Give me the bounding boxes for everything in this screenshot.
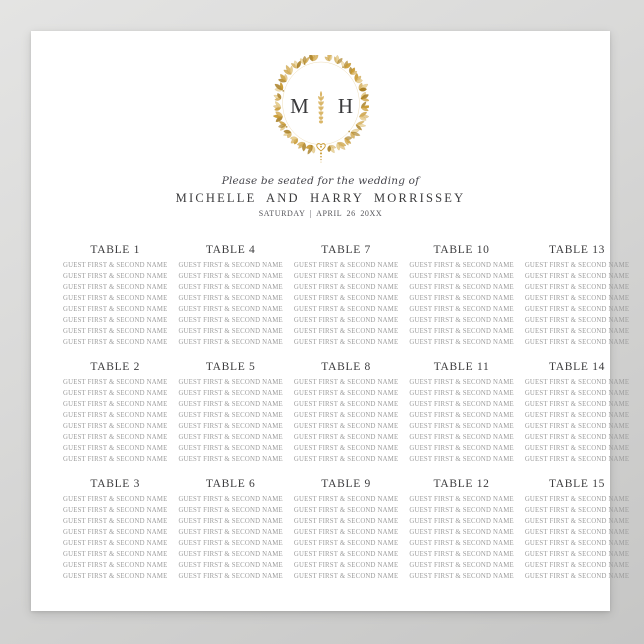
guest-name-row: GUEST FIRST & SECOND NAME — [409, 262, 514, 269]
guest-name-row: GUEST FIRST & SECOND NAME — [409, 284, 514, 291]
monogram-initial-right: H — [337, 94, 354, 118]
guest-name-row: GUEST FIRST & SECOND NAME — [178, 379, 283, 386]
table-title: TABLE 5 — [205, 361, 256, 373]
table-block — [63, 243, 167, 348]
guest-name-row: GUEST FIRST & SECOND NAME — [409, 540, 514, 547]
guest-name-row: GUEST FIRST & SECOND NAME — [524, 573, 630, 580]
guest-name-row: GUEST FIRST & SECOND NAME — [524, 284, 630, 291]
table-block — [294, 360, 398, 465]
guest-name-row: GUEST FIRST & SECOND NAME — [409, 273, 514, 280]
guest-name-row: GUEST FIRST & SECOND NAME — [178, 284, 283, 291]
guest-name-row: GUEST FIRST & SECOND NAME — [293, 262, 399, 269]
guest-name-row: GUEST FIRST & SECOND NAME — [524, 262, 630, 269]
guest-name-row: GUEST FIRST & SECOND NAME — [63, 551, 168, 558]
guest-name-row: GUEST FIRST & SECOND NAME — [63, 379, 168, 386]
table-block — [409, 477, 513, 582]
guest-name-row: GUEST FIRST & SECOND NAME — [63, 456, 168, 463]
guest-name-row: GUEST FIRST & SECOND NAME — [524, 529, 630, 536]
guest-name-row: GUEST FIRST & SECOND NAME — [63, 445, 168, 452]
guest-name-row: GUEST FIRST & SECOND NAME — [409, 551, 514, 558]
guest-name-row: GUEST FIRST & SECOND NAME — [178, 401, 283, 408]
table-title: TABLE 1 — [90, 244, 141, 256]
guest-name-row: GUEST FIRST & SECOND NAME — [178, 339, 283, 346]
guest-name-row: GUEST FIRST & SECOND NAME — [293, 518, 399, 525]
guest-name-row: GUEST FIRST & SECOND NAME — [178, 445, 283, 452]
guest-name-row: GUEST FIRST & SECOND NAME — [63, 401, 168, 408]
table-block — [63, 477, 167, 582]
table-block — [525, 360, 629, 465]
guest-name-row: GUEST FIRST & SECOND NAME — [178, 317, 283, 324]
guest-name-row: GUEST FIRST & SECOND NAME — [293, 423, 399, 430]
guest-name-row: GUEST FIRST & SECOND NAME — [524, 540, 630, 547]
guest-name-row: GUEST FIRST & SECOND NAME — [524, 551, 630, 558]
guest-name-row: GUEST FIRST & SECOND NAME — [63, 317, 168, 324]
guest-name-row: GUEST FIRST & SECOND NAME — [178, 456, 283, 463]
guest-name-row: GUEST FIRST & SECOND NAME — [524, 390, 630, 397]
guest-name-row: GUEST FIRST & SECOND NAME — [409, 401, 514, 408]
guest-name-row: GUEST FIRST & SECOND NAME — [409, 445, 514, 452]
monogram-initial-left: M — [290, 94, 309, 118]
monogram — [273, 55, 369, 167]
table-title: TABLE 9 — [321, 478, 371, 490]
guest-name-row: GUEST FIRST & SECOND NAME — [524, 423, 630, 430]
guest-name-row: GUEST FIRST & SECOND NAME — [63, 434, 168, 441]
guest-name-row: GUEST FIRST & SECOND NAME — [63, 562, 168, 569]
guest-name-row: GUEST FIRST & SECOND NAME — [524, 273, 630, 280]
table-block — [294, 477, 398, 582]
guest-name-row: GUEST FIRST & SECOND NAME — [409, 434, 514, 441]
table-title: TABLE 13 — [548, 244, 606, 256]
guest-name-row: GUEST FIRST & SECOND NAME — [524, 434, 630, 441]
table-title: TABLE 6 — [205, 478, 256, 490]
guest-name-row: GUEST FIRST & SECOND NAME — [178, 529, 283, 536]
tables-grid — [63, 243, 630, 582]
guest-name-row: GUEST FIRST & SECOND NAME — [178, 496, 283, 503]
script-intro-line: Please be seated for the wedding of — [221, 175, 420, 187]
guest-name-row: GUEST FIRST & SECOND NAME — [63, 390, 168, 397]
guest-name-row: GUEST FIRST & SECOND NAME — [63, 328, 168, 335]
table-title: TABLE 10 — [433, 244, 490, 256]
guest-name-row: GUEST FIRST & SECOND NAME — [524, 317, 630, 324]
guest-name-row: GUEST FIRST & SECOND NAME — [524, 412, 630, 419]
table-title: TABLE 11 — [433, 361, 490, 373]
guest-name-row: GUEST FIRST & SECOND NAME — [409, 379, 514, 386]
table-block — [409, 360, 513, 465]
guest-name-row: GUEST FIRST & SECOND NAME — [524, 379, 630, 386]
guest-name-row: GUEST FIRST & SECOND NAME — [293, 445, 399, 452]
center-sprig-icon — [317, 91, 324, 124]
guest-name-row: GUEST FIRST & SECOND NAME — [63, 306, 168, 313]
guest-name-row: GUEST FIRST & SECOND NAME — [293, 540, 399, 547]
guest-name-row: GUEST FIRST & SECOND NAME — [63, 339, 168, 346]
guest-name-row: GUEST FIRST & SECOND NAME — [524, 456, 630, 463]
guest-name-row: GUEST FIRST & SECOND NAME — [409, 518, 514, 525]
table-block — [409, 243, 513, 348]
guest-name-row: GUEST FIRST & SECOND NAME — [178, 518, 283, 525]
guest-name-row: GUEST FIRST & SECOND NAME — [63, 507, 168, 514]
table-title: TABLE 3 — [90, 478, 141, 490]
table-block — [294, 243, 398, 348]
guest-name-row: GUEST FIRST & SECOND NAME — [409, 306, 514, 313]
guest-name-row: GUEST FIRST & SECOND NAME — [293, 328, 399, 335]
guest-name-row: GUEST FIRST & SECOND NAME — [178, 273, 283, 280]
guest-name-row: GUEST FIRST & SECOND NAME — [293, 562, 399, 569]
guest-name-row: GUEST FIRST & SECOND NAME — [409, 317, 514, 324]
guest-name-row: GUEST FIRST & SECOND NAME — [178, 573, 283, 580]
guest-name-row: GUEST FIRST & SECOND NAME — [409, 339, 514, 346]
guest-name-row: GUEST FIRST & SECOND NAME — [293, 284, 399, 291]
guest-name-row: GUEST FIRST & SECOND NAME — [293, 295, 399, 302]
guest-name-row: GUEST FIRST & SECOND NAME — [409, 573, 514, 580]
table-block — [525, 243, 629, 348]
guest-name-row: GUEST FIRST & SECOND NAME — [178, 562, 283, 569]
guest-name-row: GUEST FIRST & SECOND NAME — [409, 423, 514, 430]
guest-name-row: GUEST FIRST & SECOND NAME — [63, 496, 168, 503]
couple-names-title: MICHELLE AND HARRY MORRISSEY — [175, 191, 466, 205]
guest-name-row: GUEST FIRST & SECOND NAME — [63, 262, 168, 269]
table-title: TABLE 7 — [321, 244, 371, 256]
guest-name-row: GUEST FIRST & SECOND NAME — [63, 573, 168, 580]
guest-name-row: GUEST FIRST & SECOND NAME — [178, 551, 283, 558]
guest-name-row: GUEST FIRST & SECOND NAME — [293, 401, 399, 408]
guest-name-row: GUEST FIRST & SECOND NAME — [63, 284, 168, 291]
guest-name-row: GUEST FIRST & SECOND NAME — [524, 445, 630, 452]
guest-name-row: GUEST FIRST & SECOND NAME — [63, 412, 168, 419]
guest-name-row: GUEST FIRST & SECOND NAME — [178, 507, 283, 514]
guest-name-row: GUEST FIRST & SECOND NAME — [409, 328, 514, 335]
guest-name-row: GUEST FIRST & SECOND NAME — [63, 295, 168, 302]
guest-name-row: GUEST FIRST & SECOND NAME — [524, 496, 630, 503]
guest-name-row: GUEST FIRST & SECOND NAME — [178, 295, 283, 302]
guest-name-row: GUEST FIRST & SECOND NAME — [293, 496, 399, 503]
guest-name-row: GUEST FIRST & SECOND NAME — [293, 529, 399, 536]
guest-name-row: GUEST FIRST & SECOND NAME — [409, 390, 514, 397]
table-block — [178, 477, 282, 582]
guest-name-row: GUEST FIRST & SECOND NAME — [524, 306, 630, 313]
guest-name-row: GUEST FIRST & SECOND NAME — [293, 456, 399, 463]
guest-name-row: GUEST FIRST & SECOND NAME — [63, 423, 168, 430]
guest-name-row: GUEST FIRST & SECOND NAME — [524, 295, 630, 302]
table-block — [178, 360, 282, 465]
guest-name-row: GUEST FIRST & SECOND NAME — [524, 328, 630, 335]
table-title: TABLE 14 — [548, 361, 606, 373]
guest-name-row: GUEST FIRST & SECOND NAME — [524, 518, 630, 525]
guest-name-row: GUEST FIRST & SECOND NAME — [524, 339, 630, 346]
guest-name-row: GUEST FIRST & SECOND NAME — [63, 518, 168, 525]
guest-name-row: GUEST FIRST & SECOND NAME — [293, 379, 399, 386]
guest-name-row: GUEST FIRST & SECOND NAME — [524, 401, 630, 408]
guest-name-row: GUEST FIRST & SECOND NAME — [293, 317, 399, 324]
guest-name-row: GUEST FIRST & SECOND NAME — [293, 412, 399, 419]
guest-name-row: GUEST FIRST & SECOND NAME — [409, 496, 514, 503]
guest-name-row: GUEST FIRST & SECOND NAME — [293, 573, 399, 580]
guest-name-row: GUEST FIRST & SECOND NAME — [409, 507, 514, 514]
table-block — [178, 243, 282, 348]
table-title: TABLE 15 — [548, 478, 606, 490]
guest-name-row: GUEST FIRST & SECOND NAME — [178, 540, 283, 547]
guest-name-row: GUEST FIRST & SECOND NAME — [178, 412, 283, 419]
guest-name-row: GUEST FIRST & SECOND NAME — [409, 412, 514, 419]
guest-name-row: GUEST FIRST & SECOND NAME — [293, 390, 399, 397]
guest-name-row: GUEST FIRST & SECOND NAME — [409, 562, 514, 569]
guest-name-row: GUEST FIRST & SECOND NAME — [178, 306, 283, 313]
guest-name-row: GUEST FIRST & SECOND NAME — [524, 507, 630, 514]
guest-name-row: GUEST FIRST & SECOND NAME — [524, 562, 630, 569]
guest-name-row: GUEST FIRST & SECOND NAME — [178, 328, 283, 335]
guest-name-row: GUEST FIRST & SECOND NAME — [178, 423, 283, 430]
event-date: SATURDAY | APRIL 26 20XX — [258, 209, 383, 218]
table-title: TABLE 2 — [90, 361, 141, 373]
seating-chart-poster — [31, 31, 630, 611]
guest-name-row: GUEST FIRST & SECOND NAME — [178, 434, 283, 441]
guest-name-row: GUEST FIRST & SECOND NAME — [293, 339, 399, 346]
table-title: TABLE 4 — [205, 244, 256, 256]
guest-name-row: GUEST FIRST & SECOND NAME — [293, 551, 399, 558]
guest-name-row: GUEST FIRST & SECOND NAME — [178, 390, 283, 397]
table-title: TABLE 8 — [321, 361, 371, 373]
guest-name-row: GUEST FIRST & SECOND NAME — [293, 434, 399, 441]
guest-name-row: GUEST FIRST & SECOND NAME — [409, 295, 514, 302]
table-block — [63, 360, 167, 465]
guest-name-row: GUEST FIRST & SECOND NAME — [293, 507, 399, 514]
guest-name-row: GUEST FIRST & SECOND NAME — [63, 529, 168, 536]
guest-name-row: GUEST FIRST & SECOND NAME — [293, 273, 399, 280]
guest-name-row: GUEST FIRST & SECOND NAME — [409, 456, 514, 463]
guest-name-row: GUEST FIRST & SECOND NAME — [409, 529, 514, 536]
table-block — [525, 477, 629, 582]
guest-name-row: GUEST FIRST & SECOND NAME — [63, 273, 168, 280]
guest-name-row: GUEST FIRST & SECOND NAME — [63, 540, 168, 547]
guest-name-row: GUEST FIRST & SECOND NAME — [293, 306, 399, 313]
table-title: TABLE 12 — [433, 478, 490, 490]
guest-name-row: GUEST FIRST & SECOND NAME — [178, 262, 283, 269]
